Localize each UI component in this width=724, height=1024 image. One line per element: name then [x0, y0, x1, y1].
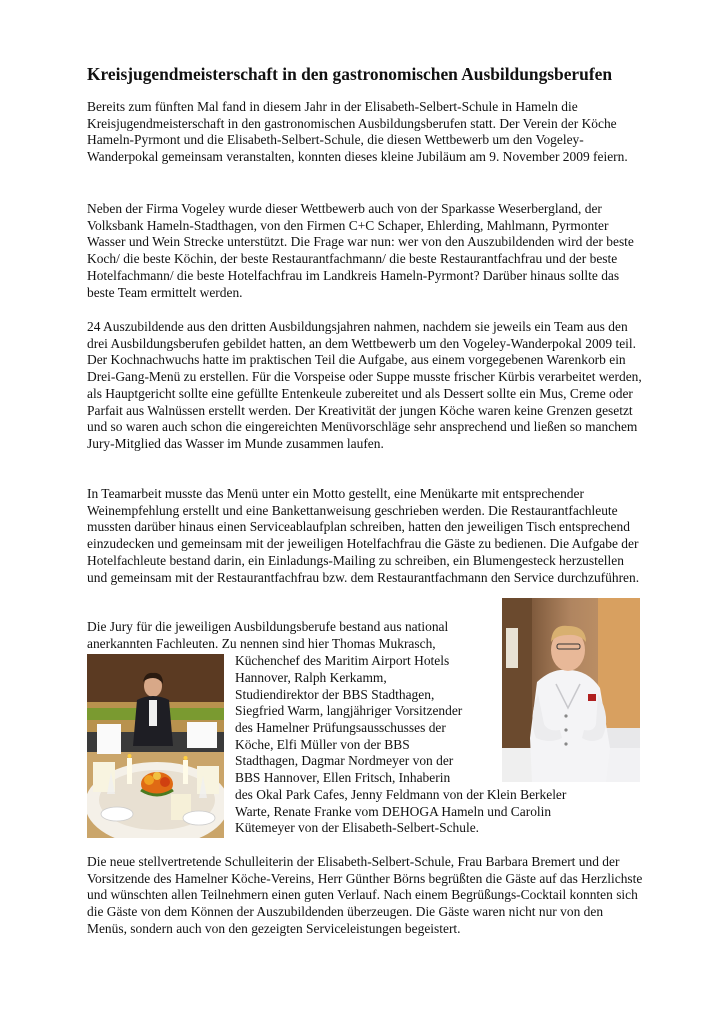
jury-line: Köche, Elfi Müller von der BBS: [235, 737, 410, 752]
jury-line: anerkannten Fachleuten. Zu nennen sind hier Thomas Mukrasch,: [87, 636, 436, 651]
jury-line: Küchenchef des Maritim Airport Hotels: [235, 653, 450, 668]
paragraph-closing: Die neue stellvertretende Schulleiterin der Elisabeth-Selbert-Schule, Frau Barbara Bremert und der Vorsitzende des Hamelner Köche-Vereins, Herr Günther Börns begrüßten die Gäste auf das Herzlichste und wünschten allen Teilnehmern einen guten Verlauf. Nach einem Begrüßungs-Cocktail konnten sich die Gäste von dem Können der Auszubildenden überzeugen. Die Gäste waren nicht nur von den Menüs, sondern auch von den gezeigten Serviceleistungen begeistert.: [87, 854, 643, 936]
banquet-table-photo: [87, 654, 224, 838]
chef-photo: [502, 598, 640, 782]
jury-line: Siegfried Warm, langjähriger Vorsitzender: [235, 703, 463, 718]
jury-line: Warte, Renate Franke vom DEHOGA Hameln und Carolin: [235, 804, 552, 819]
paragraph-competition: 24 Auszubildende aus den dritten Ausbildungsjahren nahmen, nachdem sie jeweils ein Team aus den drei Ausbildungsberufen gebildet hatten, an dem Wettbewerb um den Vogeley-Wanderpokal 2009 teil. Der Kochnachwuchs hatte im praktischen Teil die Aufgabe, aus einem vorgegebenen Warenkorb ein Drei-Gang-Menü zu erstellen. Für die Vorspeise oder Suppe musste frischer Kürbis verarbeitet werden, als Hauptgericht sollte eine gefüllte Entenkeule zubereitet und als Dessert sollte ein Mus, Creme oder Parfait aus Walnüssen erstellt werden. Der Kreativität der jungen Köche waren keine Grenzen gesetzt und so waren auch schon die eingereichten Menüvorschläge sehr ansprechend und ließen so manchem Jury-Mitglied das Wasser im Munde zusammen laufen.: [87, 319, 642, 451]
jury-line: Hannover, Ralph Kerkamm,: [235, 670, 387, 685]
jury-line: Die Jury für die jeweiligen Ausbildungsberufe bestand aus national: [87, 619, 449, 634]
article-title: Kreisjugendmeisterschaft in den gastronomischen Ausbildungsberufen: [87, 64, 612, 84]
paragraph-sponsors: Neben der Firma Vogeley wurde dieser Wettbewerb auch von der Sparkasse Weserbergland, der Volksbank Hameln-Stadthagen, von den Firmen C+C Schaper, Ehlerding, Mahlmann, Pyrmonter Wasser und Wein Strecke unterstützt. Die Frage war nun: wer von den Auszubildenden wird der beste Koch/ die beste Köchin, der beste Restaurantfachmann/ die beste Restaurantfachfrau und der beste Hotelfachmann/ die beste Hotelfachfrau im Landkreis Hameln-Pyrmont? Darüber hinaus sollte das beste Team ermittelt werden.: [87, 201, 634, 300]
paragraph-teamwork: In Teamarbeit musste das Menü unter ein Motto gestellt, eine Menükarte mit entsprechender Weinempfehlung erstellt und eine Bankettanweisung geschrieben werden. Die Restaurantfachleute mussten darüber hinaus einen Serviceablaufplan schreiben, hatten den jeweiligen Tisch entsprechend einzudecken und gemeinsam mit der jeweiligen Hotelfachfrau die Gäste zu bedienen. Die Aufgabe der Hotelfachleute bestand darin, ein Einladungs-Mailing zu schreiben, ein Blumengesteck herzustellen und gemeinsam mit der Restaurantfachfrau bzw. dem Restaurantfachmann den Service durchzuführen.: [87, 486, 640, 585]
jury-line: Stadthagen, Dagmar Nordmeyer von der: [235, 753, 454, 768]
paragraph-intro: Bereits zum fünften Mal fand in diesem Jahr in der Elisabeth-Selbert-Schule in Hameln die Kreisjugendmeisterschaft in den gastronomischen Ausbildungsberufen statt. Der Verein der Köche Hameln-Pyrmont und die Elisabeth-Selbert-Schule, die diesen Wettbewerb um den Vogeley-Wanderpokal gemeinsam veranstalten, konnten dieses kleine Jubiläum am 9. November 2009 feiern.: [87, 99, 628, 165]
jury-line: des Okal Park Cafes, Jenny Feldmann von der Klein Berkeler: [235, 787, 567, 802]
jury-line: BBS Hannover, Ellen Fritsch, Inhaberin: [235, 770, 451, 785]
jury-line: Kütemeyer von der Elisabeth-Selbert-Schule.: [235, 820, 480, 835]
jury-line: des Hamelner Prüfungsausschusses der: [235, 720, 446, 735]
jury-line: Studiendirektor der BBS Stadthagen,: [235, 687, 435, 702]
